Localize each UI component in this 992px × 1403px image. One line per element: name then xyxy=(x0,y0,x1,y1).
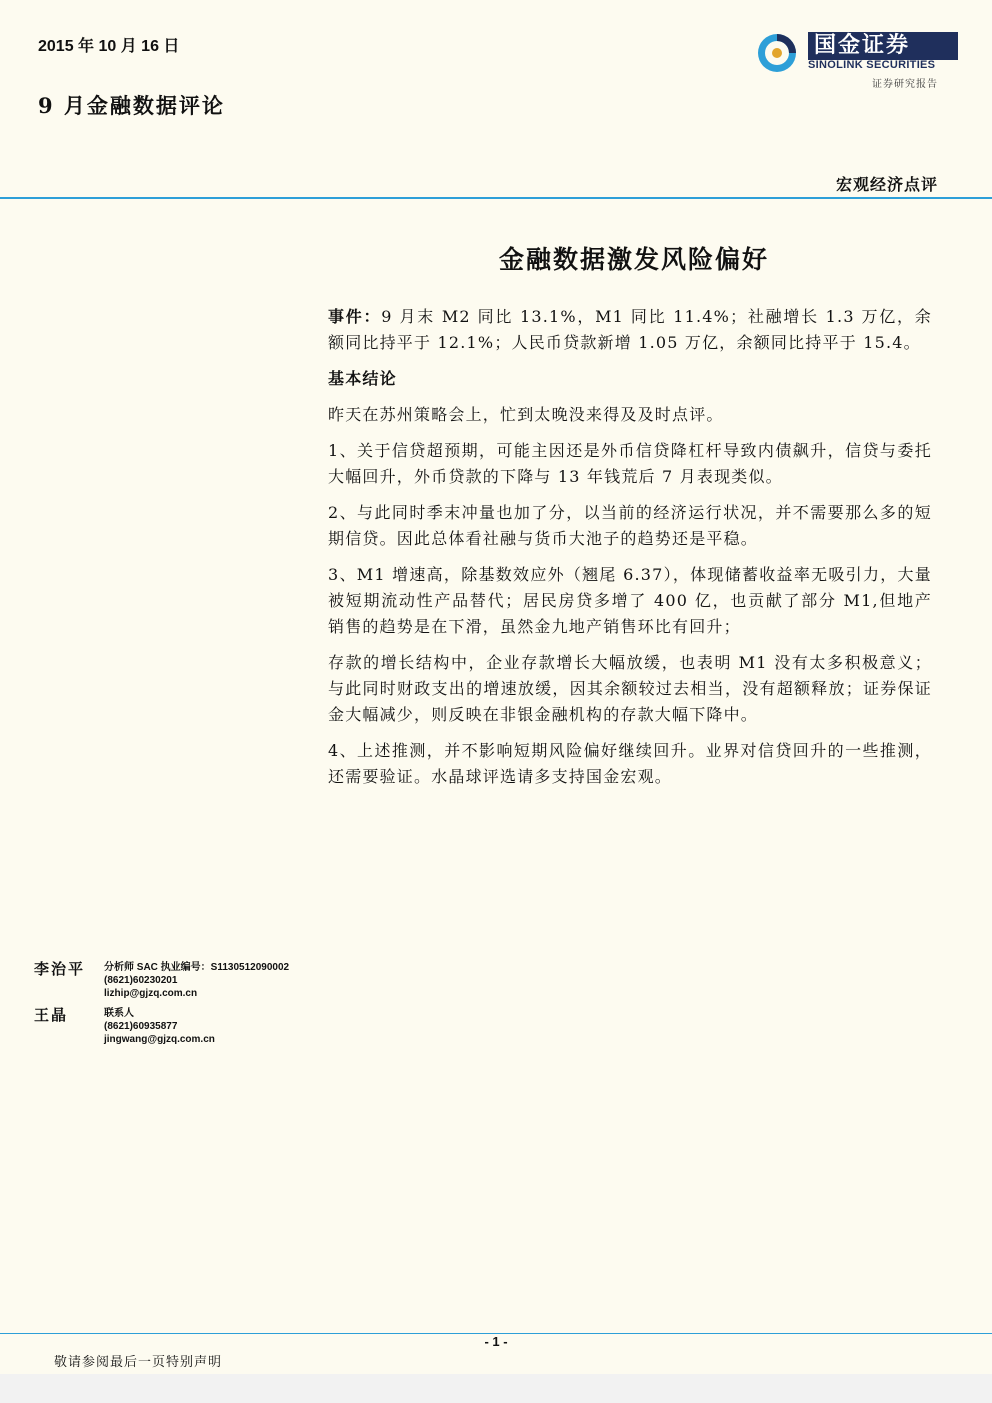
logo-subtitle: 证券研究报告 xyxy=(872,79,938,90)
page-number: - 1 - xyxy=(484,1334,508,1349)
analyst-entry xyxy=(34,1004,324,1050)
analyst-name: 王晶 xyxy=(34,1006,69,1024)
header-divider xyxy=(0,197,992,199)
analyst-email[interactable]: lizhip@gjzq.com.cn xyxy=(104,988,198,999)
analyst-title: 联系人 xyxy=(104,1008,134,1019)
disclaimer-note: 敬请参阅最后一页特别声明 xyxy=(54,1355,223,1370)
body-paragraph: 3、M1 增速高，除基数效应外（翘尾 6.37），体现储蓄收益率无吸引力，大量被短期流动性产品替代；居民房贷多增了 400 亿，也贡献了部分 M1,但地产销售的趋势是在下滑，虽然金九地产销售环比有回升； xyxy=(328,565,932,636)
report-series-title: 9 月金融数据评论 xyxy=(38,93,225,118)
analyst-list xyxy=(34,958,324,1050)
event-text: 9 月末 M2 同比 13.1%，M1 同比 11.4%；社融增长 1.3 万亿，余额同比持平于 12.1%；人民币贷款新增 1.05 万亿，余额同比持平于 15.4。 xyxy=(328,307,932,352)
article-body xyxy=(328,304,932,800)
report-date: 2015 年 10 月 16 日 xyxy=(38,38,180,55)
company-logo xyxy=(756,30,946,92)
analyst-phone: (8621)60230201 xyxy=(104,975,178,986)
logo-english-name: SINOLINK SECURITIES xyxy=(808,59,936,71)
conclusion-heading: 基本结论 xyxy=(328,369,397,388)
body-paragraph: 存款的增长结构中，企业存款增长大幅放缓，也表明 M1 没有太多积极意义；与此同时财政支出的增速放缓，因其余额较过去相当，没有超额释放；证券保证金大幅减少，则反映在非银金融机构的存款大幅下降中。 xyxy=(328,653,932,724)
analyst-entry xyxy=(34,958,324,1004)
body-paragraph: 4、上述推测，并不影响短期风险偏好继续回升。业界对信贷回升的一些推测，还需要验证。水晶球评选请多支持国金宏观。 xyxy=(328,741,932,786)
analyst-phone: (8621)60935877 xyxy=(104,1021,178,1032)
analyst-name: 李治平 xyxy=(34,960,86,978)
body-paragraph: 昨天在苏州策略会上，忙到太晚没来得及及时点评。 xyxy=(328,405,724,424)
analyst-title: 分析师 SAC 执业编号：S1130512090002 xyxy=(104,962,290,973)
analyst-contact xyxy=(104,961,289,1000)
analyst-contact xyxy=(104,1007,215,1046)
article-headline: 金融数据激发风险偏好 xyxy=(498,245,769,274)
body-paragraph: 2、与此同时季末冲量也加了分，以当前的经济运行状况，并不需要那么多的短期信贷。因此总体看社融与货币大池子的趋势还是平稳。 xyxy=(328,503,932,548)
report-category: 宏观经济点评 xyxy=(835,175,938,194)
sinolink-logo-icon xyxy=(756,32,798,74)
page-bottom-band xyxy=(0,1374,992,1403)
logo-chinese-name: 国金证券 xyxy=(808,32,958,60)
event-paragraph xyxy=(328,304,932,356)
event-label: 事件： xyxy=(328,307,382,326)
body-paragraph: 1、关于信贷超预期，可能主因还是外币信贷降杠杆导致内债飙升，信贷与委托大幅回升，外币贷款的下降与 13 年钱荒后 7 月表现类似。 xyxy=(328,441,932,486)
analyst-email[interactable]: jingwang@gjzq.com.cn xyxy=(104,1034,215,1045)
